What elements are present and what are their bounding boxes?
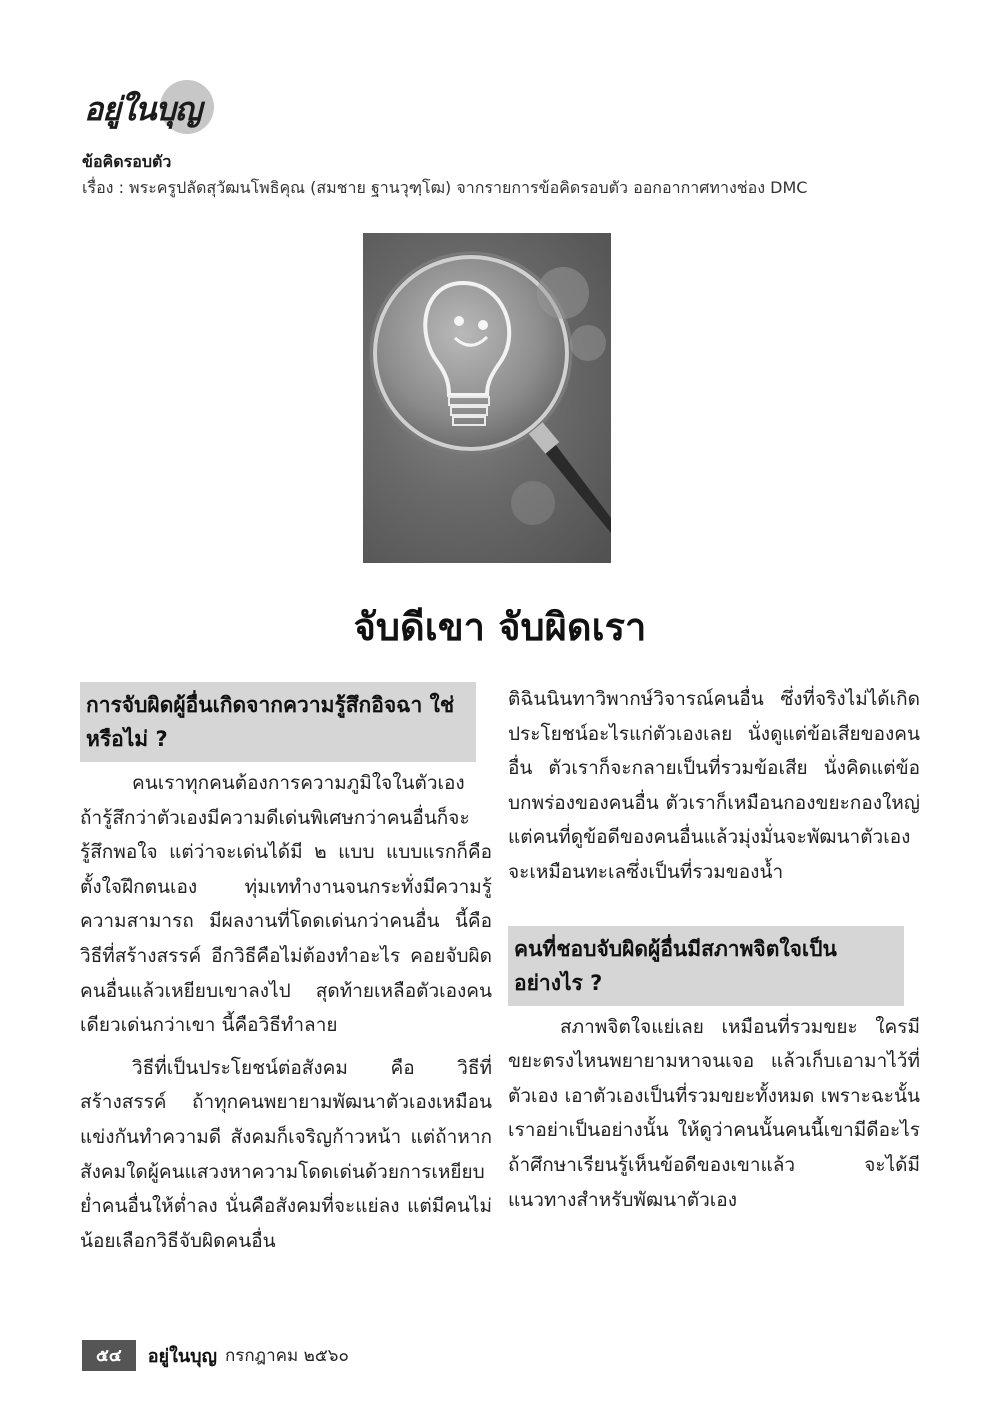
lightbulb-magnifier-image bbox=[363, 233, 611, 563]
section-name: ข้อคิดรอบตัว bbox=[82, 152, 172, 171]
right-heading-box bbox=[508, 926, 904, 1006]
page-footer bbox=[82, 1340, 349, 1370]
lightbulb-magnifier-illustration bbox=[363, 233, 611, 563]
logo-text: อยู่ในบุญ bbox=[84, 90, 202, 128]
issue-date: กรกฎาคม ๒๕๖๐ bbox=[224, 1345, 349, 1366]
magazine-logo bbox=[84, 78, 224, 138]
right-section-heading: คนที่ชอบจับผิดผู้อื่นมีสภาพจิตใจเป็นอย่างไร ? bbox=[514, 936, 837, 995]
left-paragraph-1: คนเราทุกคนต้องการความภูมิใจในตัวเอง ถ้ารู้สึกว่าตัวเองมีความดีเด่นพิเศษกว่าคนอื่นก็จะรู้สึกพอใจ แต่ว่าจะเด่นได้มี ๒ แบบ แบบแรกก็คือ ตั้งใจฝึกตนเอง ทุ่มเททำงานจนกระทั่งมีความรู้ ความสามารถ มีผลงานที่โดดเด่นกว่าคนอื่น นี้คือวิธีที่สร้างสรรค์ อีกวิธีคือไม่ต้องทำอะไร คอยจับผิดคนอื่นแล้วเหยียบเขาลงไป สุดท้ายเหลือตัวเองคนเดียวเด่นกว่าเขา นี้คือวิธีทำลาย bbox=[80, 772, 492, 1037]
magazine-name: อยู่ในบุญ bbox=[147, 1345, 217, 1367]
left-column bbox=[80, 682, 492, 1258]
article-title: จับดีเขา จับผิดเรา bbox=[353, 605, 647, 649]
right-column bbox=[508, 682, 920, 1217]
right-paragraph-2: สภาพจิตใจแย่เลย เหมือนที่รวมขยะ ใครมีขยะตรงไหนพยายามหาจนเจอ แล้วเก็บเอามาไว้ที่ตัวเอง เอาตัวเองเป็นที่รวมขยะทั้งหมด เพราะฉะนั้นเราอย่าเป็นอย่างนั้น ให้ดูว่าคนนั้นคนนี้เขามีดีอะไร ถ้าศึกษาเรียนรู้เห็นข้อดีของเขาแล้ว จะได้มีแนวทางสำหรับพัฒนาตัวเอง bbox=[508, 1015, 920, 1211]
byline: เรื่อง : พระครูปลัดสุวัฒนโพธิคุณ (สมชาย ฐานวุฑฺโฒ) จากรายการข้อคิดรอบตัว ออกอากาศทางช่อง DMC bbox=[82, 178, 808, 197]
left-paragraph-2: วิธีที่เป็นประโยชน์ต่อสังคม คือ วิธีที่สร้างสรรค์ ถ้าทุกคนพยายามพัฒนาตัวเองเหมือนแข่งกันทำความดี สังคมก็เจริญก้าวหน้า แต่ถ้าหากสังคมใดผู้คนแสวงหาความโดดเด่นด้วยการเหยียบย่ำคนอื่นให้ต่ำลง นั่นคือสังคมที่จะแย่ลง แต่มีคนไม่น้อยเลือกวิธีจับผิดคนอื่น bbox=[80, 1056, 492, 1252]
left-heading-box bbox=[80, 682, 476, 762]
left-section-heading: การจับผิดผู้อื่นเกิดจากความรู้สึกอิจฉา ใช่หรือไม่ ? bbox=[86, 693, 455, 751]
right-paragraph-1: ติฉินนินทาวิพากษ์วิจารณ์คนอื่น ซึ่งที่จริงไม่ได้เกิดประโยชน์อะไรแก่ตัวเองเลย นั่งดูแต่ข้อเสียของคนอื่น ตัวเราก็จะกลายเป็นที่รวมข้อเสีย นั่งคิดแต่ข้อบกพร่องของคนอื่น ตัวเราก็เหมือนกองขยะกองใหญ่ แต่คนที่ดูข้อดีของคนอื่นแล้วมุ่งมั่นจะพัฒนาตัวเอง จะเหมือนทะเลซึ่งเป็นที่รวมของน้ำ bbox=[508, 688, 920, 883]
page-number: ๕๔ bbox=[82, 1340, 136, 1371]
